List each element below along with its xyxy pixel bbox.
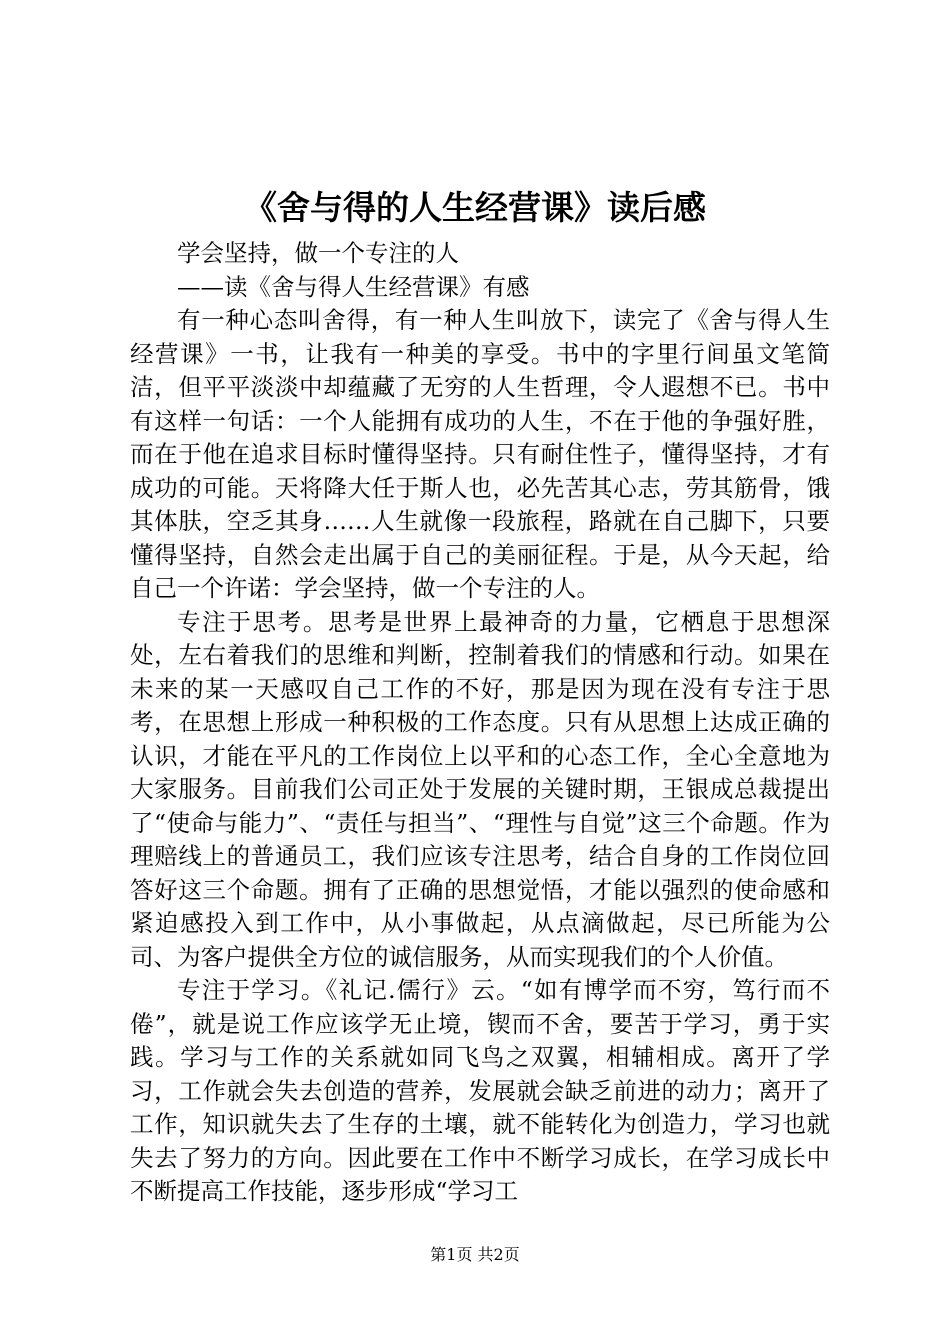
body-paragraph: 有一种心态叫舍得，有一种人生叫放下，读完了《舍与得人生经营课》一书，让我有一种美的享受。书中的字里行间虽文笔简洁，但平平淡淡中却蕴藏了无穷的人生哲理，令人遐想不已。书中有这样一句话：一个人能拥有成功的人生，不在于他的争强好胜，而在于他在追求目标时懂得坚持。只有耐住性子，懂得坚持，才有成功的可能。天将降大任于斯人也，必先苦其心志，劳其筋骨，饿其体肤，空乏其身……人生就像一段旅程，路就在自己脚下，只要懂得坚持，自然会走出属于自己的美丽征程。于是，从今天起，给自己一个许诺：学会坚持，做一个专注的人。 — [130, 306, 830, 602]
page-footer: 第1页 共2页 — [430, 1245, 520, 1264]
document-body — [130, 237, 830, 1209]
body-paragraph: 专注于思考。思考是世界上最神奇的力量，它栖息于思想深处，左右着我们的思维和判断，控制着我们的情感和行动。如果在未来的某一天感叹自己工作的不好，那是因为现在没有专注于思考，在思想上形成一种积极的工作态度。只有从思想上达成正确的认识，才能在平凡的工作岗位上以平和的心态工作，全心全意地为大家服务。目前我们公司正处于发展的关键时期，王银成总裁提出了“使命与能力”、“责任与担当”、“理性与自觉”这三个命题。作为理赔线上的普通员工，我们应该专注思考，结合自身的工作岗位回答好这三个命题。拥有了正确的思想觉悟，才能以强烈的使命感和紧迫感投入到工作中，从小事做起，从点滴做起，尽已所能为公司、为客户提供全方位的诚信服务，从而实现我们的个人价值。 — [130, 607, 830, 971]
subtitle-line: 学会坚持，做一个专注的人 — [177, 239, 459, 267]
subtitle-line: ——读《舍与得人生经营课》有感 — [177, 272, 530, 301]
body-paragraph: 专注于学习。《礼记.儒行》云。“如有博学而不穷，笃行而不倦”，就是说工作应该学无止境，锲而不舍，要苦于学习，勇于实践。学习与工作的关系就如同飞鸟之双翼，相辅相成。离开了学习，工作就会失去创造的营养，发展就会缺乏前进的动力；离开了工作，知识就失去了生存的土壤，就不能转化为创造力，学习也就失去了努力的方向。因此要在工作中不断学习成长，在学习成长中不断提高工作技能，逐步形成“学习工 — [130, 976, 830, 1205]
document-title: 《舍与得的人生经营课》读后感 — [244, 188, 706, 227]
